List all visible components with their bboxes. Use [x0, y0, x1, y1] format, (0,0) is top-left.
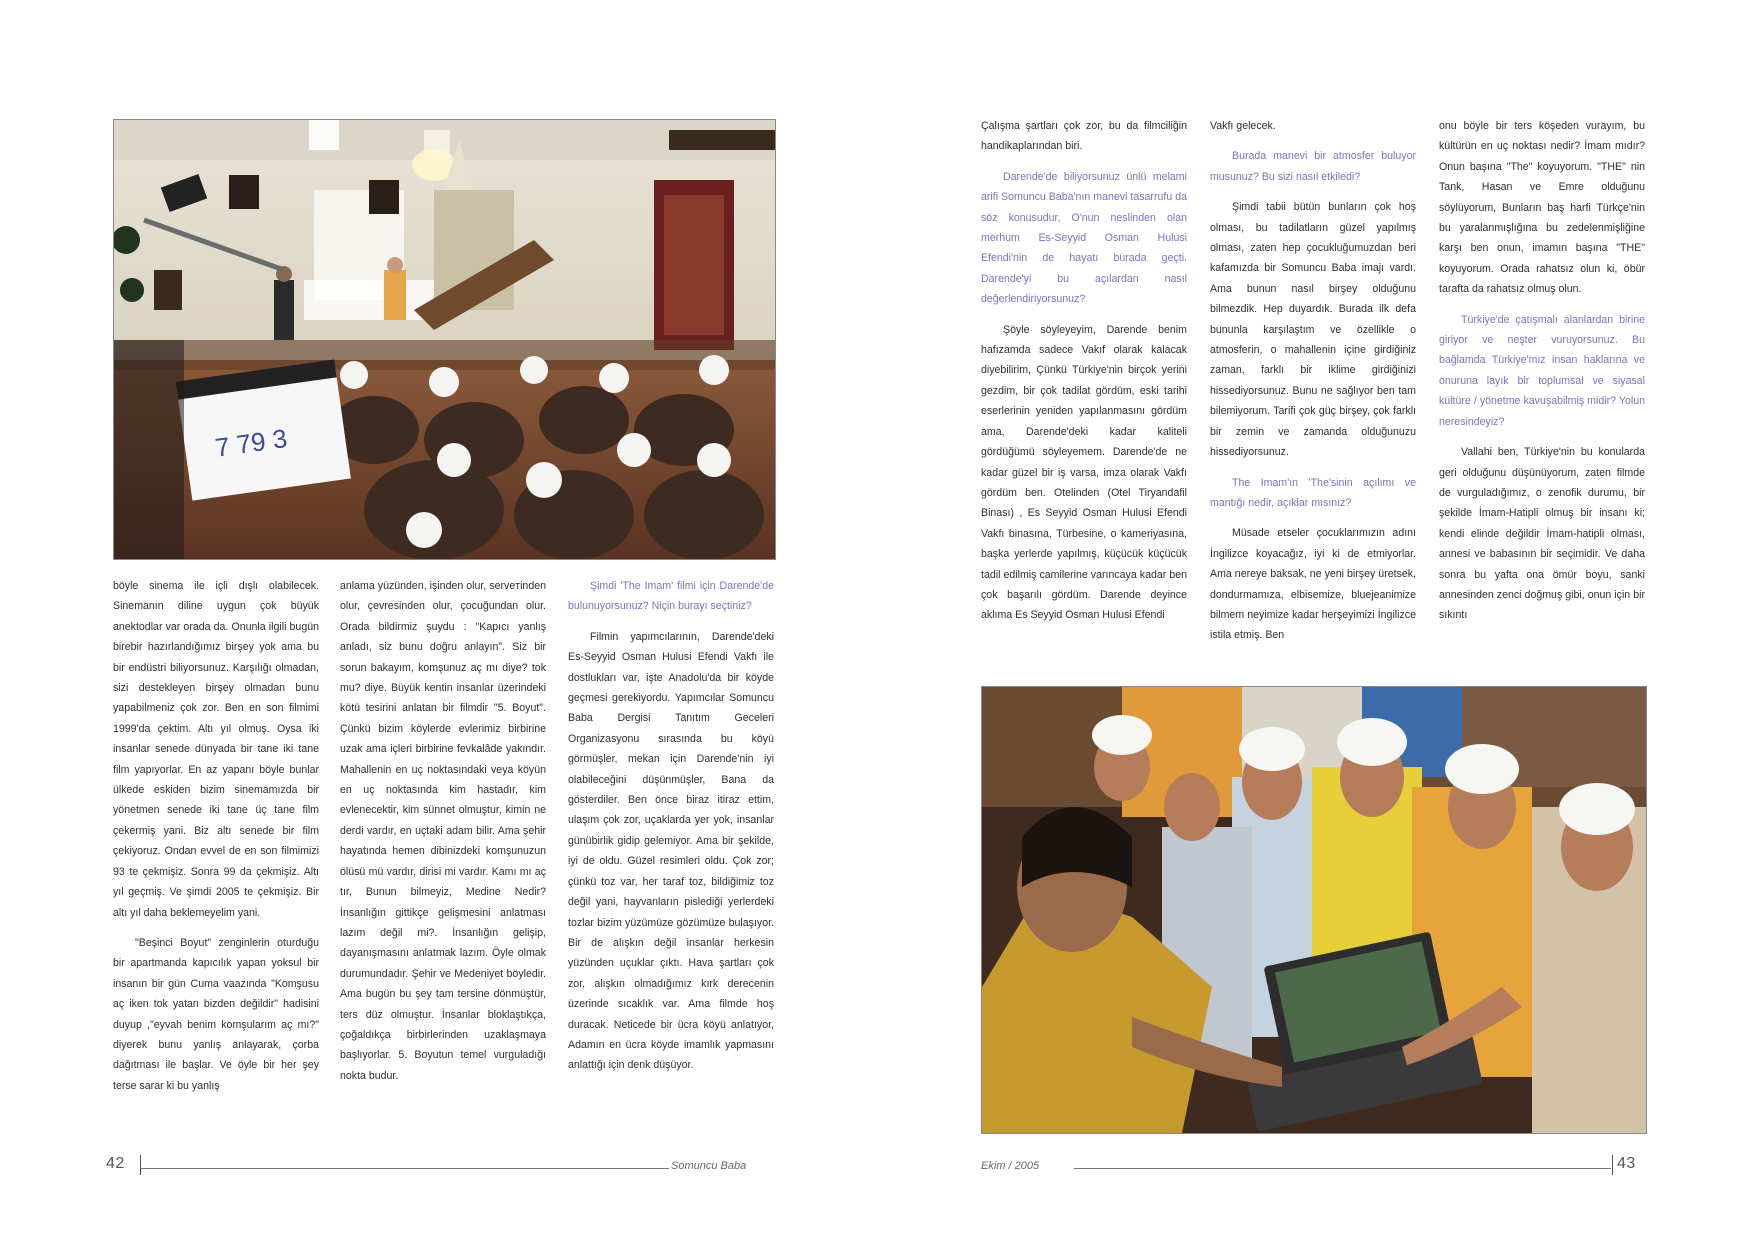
right-page-number: 43 [1617, 1155, 1636, 1172]
left-page-number: 42 [106, 1155, 125, 1172]
footer-divider [1612, 1155, 1613, 1175]
interview-question: Darende'de biliyorsunuz ünlü melami arifi Somuncu Baba'nın manevi tasarrufu da söz konusudur, O'nun neslinden olan merhum Es-Seyyid Osman Hulusi Efendi'nin de hayatı burada geçti. Darende'yi bu açılardan nasıl değerlendiriyorsunuz? [981, 170, 1187, 306]
interview-question: Burada manevi bir atmosfer buluyor musunuz? Bu sizi nasıl etkiledi? [1210, 150, 1416, 183]
left-page-column-3 [568, 576, 774, 1192]
paragraph: Vakfı gelecek. [1210, 120, 1276, 132]
interview-question: The Imam'ın 'The'sinin açılımı ve mantığı nedir, açıklar mısınız? [1210, 476, 1416, 509]
paragraph: Vallahi ben, Türkiye'nin bu konularda geri olduğunu düşünüyorum, zaten filmde de vurguladığımız, o zenofik durumu, bir şekilde İmam-Hatipli olmuş bir insanı ki; kendi elinde değildir İmam-hatipli olması, annesi ve babasının bir seçimidir. Ve daha sonra bu yafta ona ömür boyu, sanki annesinden zenci doğmuş gibi, onun için bir sıkıntı [1439, 446, 1645, 622]
paragraph: Şimdi tabii bütün bunların çok hoş olması, bu tadilatların güzel yapılmış olması, zaten hep çocukluğumuzdan beri kafamızda bir Somuncu Baba imajı vardı. Ama bunun nasıl birşey olduğunu bilmezdik. Hep duyardık. Burada ilk defa bununla karşılaştım ve özellikle o atmosferin, o mahallenin içine girdiğiniz zaman, farklı bir iklime girdiğinizi hissediyorsunuz. Bunu ne sağlıyor ben tam bilemiyorum. Tarifi çok güç birşey, çok farklı bir zemin ve zamanda olduğunuzu hissediyorsunuz. [1210, 201, 1416, 459]
issue-date: Ekim / 2005 [981, 1160, 1040, 1172]
director-with-children-illustration [982, 687, 1646, 1133]
interview-question: Türkiye'de çatışmalı alanlardan birine giriyor ve neşter vuruyorsunuz. Bu bağlamda Türkiye'mız insan haklarına ve onuruna layık bir toplumsal ve siyasal kültüre / yönetme kavuşabilmiş midir? Yolun neresindeyiz? [1439, 313, 1645, 428]
svg-text:7 79 3: 7 79 3 [213, 422, 290, 463]
footer-rule [1074, 1168, 1611, 1169]
left-page-column-2 [340, 576, 546, 1192]
right-page-column-2 [1210, 116, 1416, 672]
mosque-film-set-photo [113, 119, 776, 560]
right-page-column-1 [981, 116, 1187, 672]
mosque-film-set-illustration [114, 120, 775, 559]
magazine-name: Somuncu Baba [671, 1160, 747, 1172]
paragraph: "Beşinci Boyut" zenginlerin oturduğu bir apartmanda kapıcılık yapan yoksul bir insanın bir gün Cuma vaazında "Komşusu aç iken tok yatan bizden değildir" hadisini duyup ,"eyvah benim komşularım aç mı?" diyerek bunu yanlış anlayarak, çorba dağıtması ile başlar. Ve öyle bir her şey terse sarar ki bu yanlış [113, 936, 319, 1092]
left-page-column-1 [113, 576, 319, 1192]
paragraph: Filmin yapımcılarının, Darende'deki Es-Seyyid Osman Hulusi Efendi Vakfı ile dostlukları var, işte Anadolu'da bir köyde geçmesi gerekiyordu. Yapımcılar Somuncu Baba Dergisi Tanıtım Geceleri Organizasyonu sırasında bu köyü görmüşler, mekan için Darende'nin iyi olabileceğini düşünmüşler, Bana da gösterdiler. Ben önce biraz itiraz ettim, ulaşım çok zor, uçaklarda yer yok, insanlar günübirlik gidip gelemiyor. Ama bir şekilde, iyi de oldu. Güzel resimleri oldu. Çok zor; çünkü toz var, her taraf toz, bildiğimiz toz değil yani, hayvanların pislediği yerlerdeki tozlar bizim yüzümüze gözümüze bulaşıyor. Bir de alışkın değil insanlar herkesin yüzünden uçuklar çıktı. Hava şartları çok zor, alışkın olmadığımız kırk derecenin üzerinde sıcaklık var. Ama filmde hoş duracak. Neticede bir ücra köyü anlatıyor, Adamın en ücra köyde imamlık yapmasını anlattığı için denk düşüyor. [568, 630, 774, 1072]
interview-question: Şimdi 'The Imam' filmi için Darende'de bulunuyorsunuz? Niçin burayı seçtiniz? [568, 580, 774, 613]
director-with-children-laptop-photo [981, 686, 1647, 1134]
paragraph: böyle sinema ile içli dışlı olabilecek. Sinemanın diline uygun çok büyük anektodlar var orada da. Onunla ilgili bugün birebir hazırlandığımız birşey yok ama bu bir endüstri biliyorsunuz. Karşılığı olmadan, sizi destekleyen birşey olmadan bunu yapabilmeniz çok zor. Ben en son filmimi 1999'da çektim. Altı yıl olmuş. Oysa iki insanlar senede dünyada bir tane iki tane film yapıyorlar. En az yapanı böyle bunlar ülkede eskiden bizim sinemamızda bir yönetmen senede iki tane üç tane film çekermiş yani. Biz altı senede bir film çekiyoruz. Ondan evvel de en son filmimizi 93 te çekmişiz. Sonra 99 da çekmişiz. Altı yıl geçmiş. Ve şimdi 2005 te çekmişiz. Bir altı yıl daha beklemeyelim yani. [113, 580, 319, 919]
footer-rule [141, 1168, 669, 1169]
paragraph: Şöyle söyleyeyim, Darende benim hafızamda sadece Vakıf olarak kalacak diyebilirim, Çünkü Türkiye'nin birçok yerini gezdim, bir çok tadilat gördüm, eski tarihi eserlerinin yeniden yapılanmasını gördüm ama, Darende'deki kadar kaliteli gördüğümü söyleyemem. Darende'de ne kadar güzel bir iş varsa, imza olarak Vakfı gördüm ben. Otelinden (Otel Tiryandafil Binası) , Es Seyyid Osman Hulusi Efendi Vakfı binasına, Türbesine, o kameriyasına, başka yerlerde yapılmış, küçücük küçücük tadil edilmiş camilerine varıncaya kadar ben çok başarılı gördüm. Darende deyince aklıma Es Seyyid Osman Hulusi Efendi [981, 323, 1187, 622]
paragraph: Müsade etseler çocuklarımızın adını İngilizce koyacağız, iyi ki de etmiyorlar. Ama nereye baksak, ne yeni birşey üretsek, dondurmamıza, elbisemize, bluejeanimize bilmem neyimize kadar herşeyimizi İngilizce istila etmiş. Ben [1210, 527, 1416, 642]
right-page-column-3 [1439, 116, 1645, 672]
paragraph: Çalışma şartları çok zor, bu da filmciliğin handikaplarından biri. [981, 120, 1187, 153]
footer-divider [140, 1155, 141, 1175]
paragraph: anlama yüzünden, işinden olur, serveтinden olur, çevresinden olur, çocuğundan olur. Orada bildirmiz şuydu : "Kapıcı yanlış anladı, siz bunu doğru anlayın". Siz bir sorun bakayım, komşunuz aç mı diye? tok mu? diye. Büyük kentin insanlar üzerindeki kötü tesirini anlatan bir filmdir "5. Boyut". Çünkü bizim köylerde evlerimiz birbirine uzak ama içleri birbirine fevkalâde yakındır. Mahallenin en uç noktasındaki veya köyün en uç noktasında kim hastadır, kim evlenecektir, kim sünnet olmuştur, kimin ne derdi vardır, en uçtaki adam bilir. Ama şehir hayatında hemen dibinizdeki komşunuzun ölüsü mü vardır, dirisi mi vardır. Kamı mı aç tır, Bunun bilmeyiz, Medine Nedir? İnsanlığın gittikçe gelişmesini anlatması lazım değil mi?. İnsanlığın gelişip, dayanışmasını anlatmak lazım. Öyle olmak durumundadır. Şehir ve Medeniyet böyledir. Ama bugün bu şey tam tersine dönmüştür, ters düz olmuştur. İnsanlar bloklaştıkça, çoğaldıkça birbirlerinden uzaklaşmaya başlıyorlar. 5. Boyutun temel vurguladığı nokta budur. [340, 580, 546, 1082]
paragraph: onu böyle bir ters köşeden vurayım, bu kültürün en uç noktası nedir? İmam mıdır? Onun başına "The" koyuyorum. "THE" nin Tank, Hasan ve Emre olduğunu söylüyorum, Bunların baş harfi Türkçe'nin bu yaralanmışlığına bu zedelenmişliğine karşı ben onun, imamın başına "THE" koyuyorum. Orada rahatsız olun ki, öbür tarafta da rahatsız olmuş olun. [1439, 120, 1645, 296]
